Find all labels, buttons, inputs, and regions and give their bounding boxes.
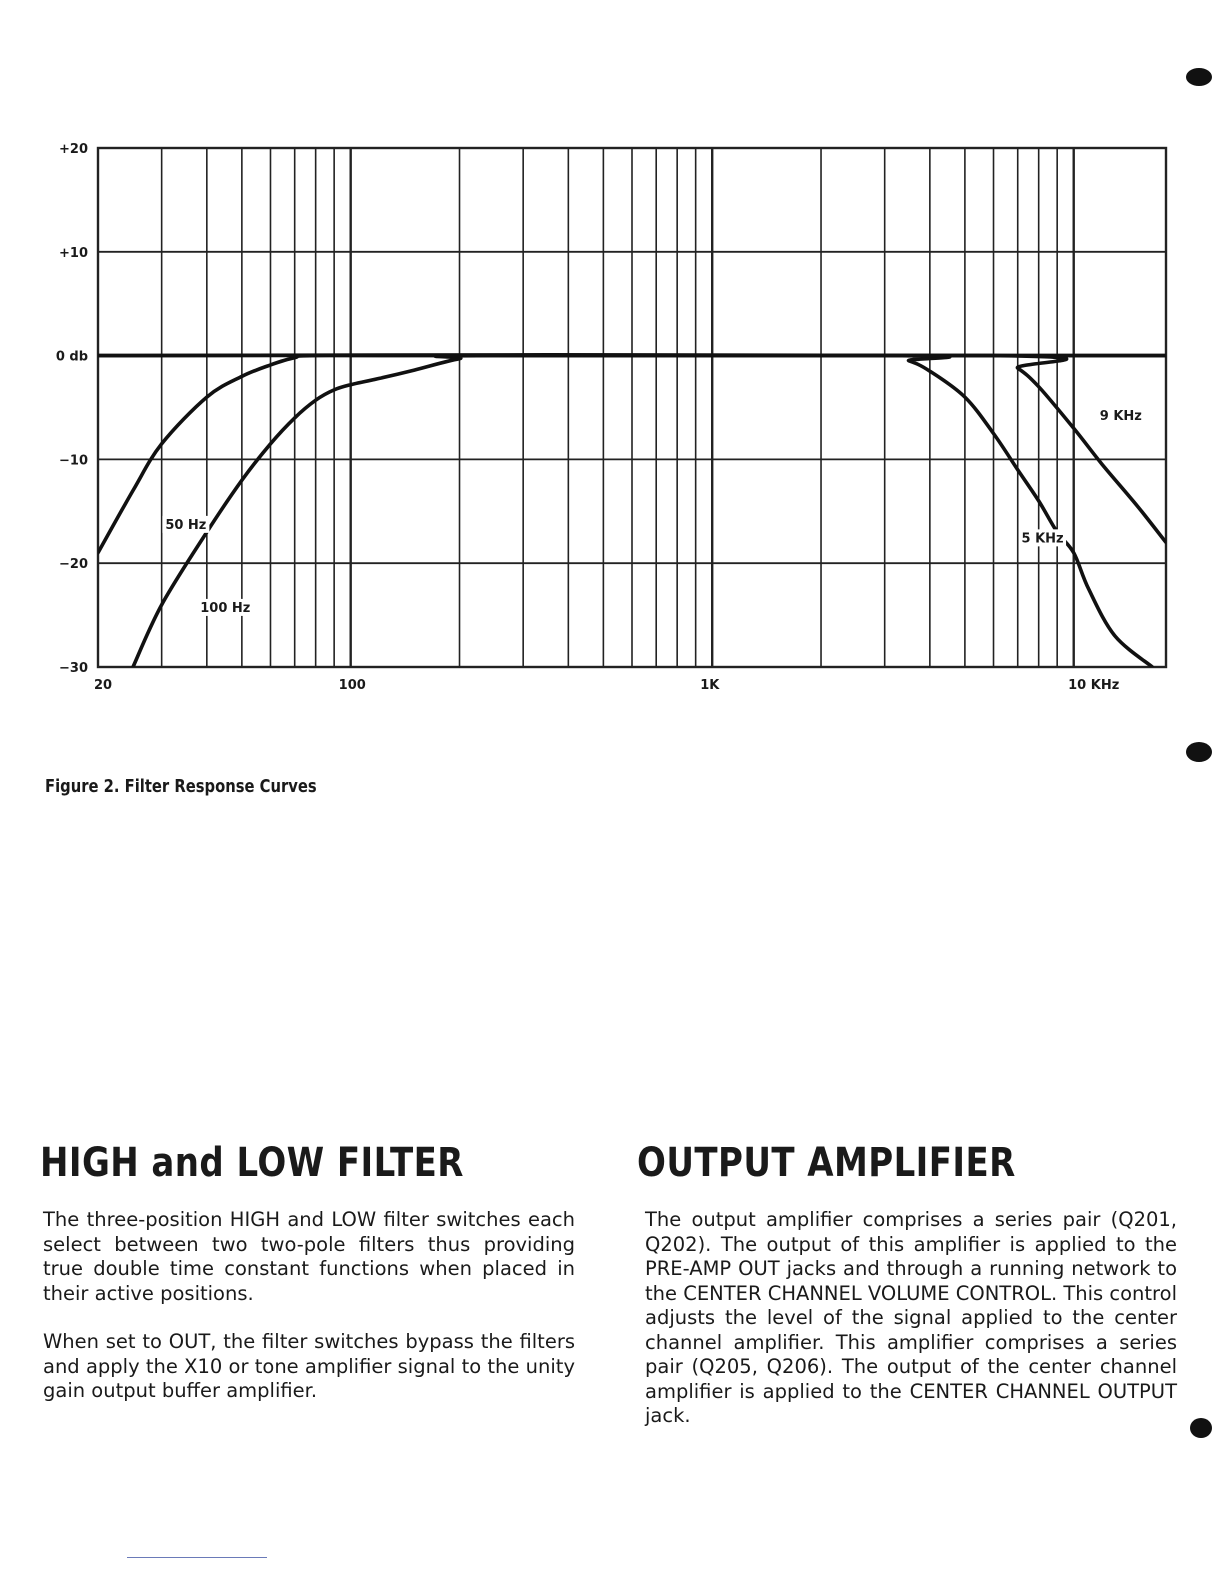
y-tick-label: −10 (59, 453, 88, 469)
curve-label-5-khz: 5 KHz (1021, 531, 1064, 547)
x-tick-label: 10 KHz (1068, 678, 1120, 693)
curve-100-hz (133, 355, 1166, 667)
bottom-rule (127, 1557, 267, 1558)
chart-svg (0, 0, 1224, 720)
output-amplifier-paragraph-1: The output amplifier comprises a series pair (Q201, Q202). The output of this amplifier is applied to the PRE-AMP OUT jacks and through a running network to the CENTER CHANNEL VOLUME CONTROL. This control adjusts the level of the signal applied to the center channel amplifier. This amplifier comprises a series pair (Q205, Q206). The output of the center channel amplifier is applied to the CENTER CHANNEL OUTPUT jack. (645, 1208, 1177, 1427)
margin-mark (1186, 742, 1212, 762)
x-tick-label: 20 (94, 678, 113, 693)
high-low-filter-paragraph-2: When set to OUT, the filter switches bypass the filters and apply the X10 or tone amplifier signal to the unity gain output buffer amplifier. (43, 1330, 575, 1402)
chart-grid (98, 148, 1166, 667)
output-amplifier-body (645, 1208, 1177, 1453)
margin-mark (1186, 68, 1212, 86)
y-tick-label: −20 (59, 557, 88, 573)
curve-label-50-hz: 50 Hz (165, 517, 207, 533)
output-amplifier-heading: OUTPUT AMPLIFIER (637, 1140, 1016, 1186)
filter-response-chart (0, 0, 1224, 720)
curve-label-100-hz: 100 Hz (200, 600, 251, 616)
curve-label-9-khz: 9 KHz (1099, 408, 1142, 424)
margin-mark (1190, 1418, 1212, 1438)
x-tick-label: 1K (700, 678, 720, 693)
high-low-filter-heading: HIGH and LOW FILTER (40, 1140, 464, 1186)
figure-caption: Figure 2. Filter Response Curves (45, 776, 317, 797)
x-tick-label: 100 (338, 678, 366, 693)
y-tick-label: +10 (59, 245, 88, 261)
high-low-filter-paragraph-1: The three-position HIGH and LOW filter switches each select between two two-pole filters thus providing true double time constant functions when placed in their active positions. (43, 1208, 575, 1305)
y-tick-label: −30 (59, 661, 88, 676)
y-tick-label: +20 (59, 142, 88, 157)
y-tick-label: 0 db (55, 349, 88, 365)
high-low-filter-body (43, 1208, 575, 1428)
